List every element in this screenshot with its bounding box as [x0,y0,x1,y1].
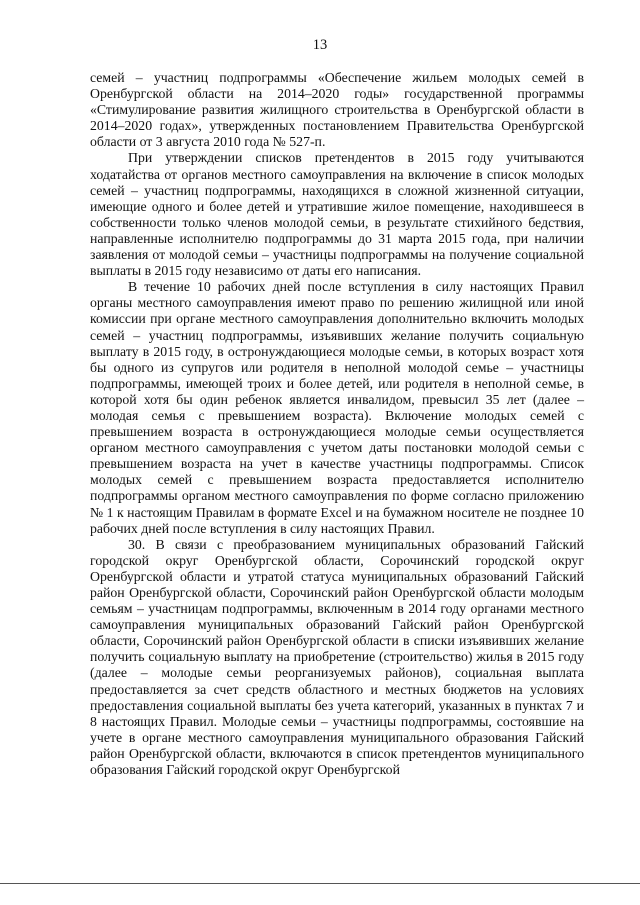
paragraph-clause-30: 30. В связи с преобразованием муниципальных образований Гайский городской округ Оренбургской области, Сорочинский городской округ Оренбургской области и утратой статуса муниципальных образований Гайский район Оренбургской области, Сорочинский район Оренбургской области молодым семьям – участницам подпрограммы, включенным в 2014 году органами местного самоуправления муниципальных образований Гайский район Оренбургской области, Сорочинский район Оренбургской области в списки изъявивших желание получить социальную выплату на приобретение (строительство) жилья в 2015 году (далее – молодые семьи реорганизуемых районов), социальная выплата предоставляется за счет средств областного и местных бюджетов на условиях предоставления социальной выплаты без учета категорий, указанных в пунктах 7 и 8 настоящих Правил. Молодые семьи – участницы подпрограммы, состоявшие на учете в органе местного самоуправления муниципального образования Гайский район Оренбургской области, включаются в список претендентов муниципального образования Гайский городской округ Оренбургской [90,536,584,778]
paragraph-continuation: семей – участниц подпрограммы «Обеспечение жильем молодых семей в Оренбургской области на 2014–2020 годы» государственной программы «Стимулирование развития жилищного строительства в Оренбургской области в 2014–2020 годах», утвержденных постановлением Правительства Оренбургской области от 3 августа 2010 года № 527-п. [90,70,584,150]
document-body [90,70,584,778]
page-number: 13 [312,37,328,53]
bottom-divider [0,883,640,884]
paragraph-ten-working-days: В течение 10 рабочих дней после вступления в силу настоящих Правил органы местного самоуправления имеют право по решению жилищной или иной комиссии при органе местного самоуправления дополнительно включить молодых семей – участниц подпрограммы, изъявивших желание получить социальную выплату в 2015 году, в остронуждающиеся молодые семьи, в которых возраст хотя бы одного из супругов или родителя в неполной молодой семье – участницы подпрограммы, имеющей троих и более детей, или родителя в неполной семье, в которой хотя бы один ребенок является инвалидом, превысил 35 лет (далее – молодая семья с превышением возраста). Включение молодых семей с превышением возраста в остронуждающиеся молодые семьи осуществляется органом местного самоуправления с учетом даты постановки молодой семьи с превышением возраста на учет в качестве участницы подпрограммы. Список молодых семей с превышением возраста предоставляется исполнителю подпрограммы органом местного самоуправления по форме согласно приложению № 1 к настоящим Правилам в формате Excel и на бумажном носителе не позднее 10 рабочих дней после вступления в силу настоящих Правил. [90,279,584,536]
paragraph-applicants-2015: При утверждении списков претендентов в 2015 году учитываются ходатайства от органов местного самоуправления на включение в список молодых семей – участниц подпрограммы, находящихся в сложной жизненной ситуации, имеющие одного и более детей и утратившие жилое помещение, находившееся в собственности только членов молодой семьи, в результате стихийного бедствия, направленные исполнителю подпрограммы до 31 марта 2015 года, при наличии заявления от молодой семьи – участницы подпрограммы на получение социальной выплаты в 2015 году независимо от даты его написания. [90,150,584,279]
